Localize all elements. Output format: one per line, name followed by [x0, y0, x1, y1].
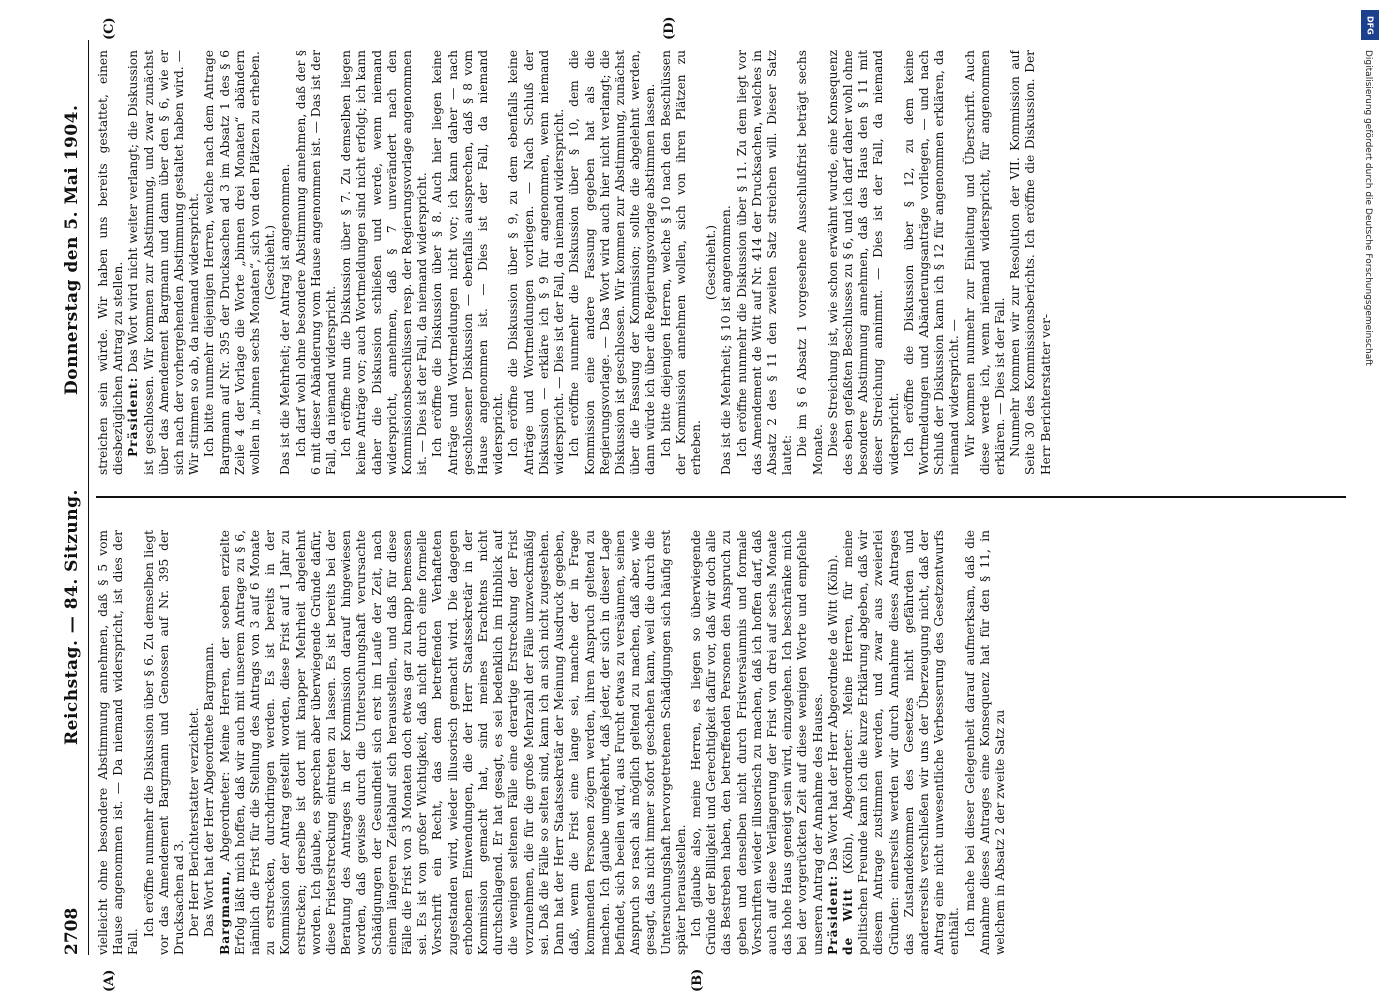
paragraph-text: Ich eröffne nunmehr die Diskussion über § 10, dem die Kommission eine andere Fassung gegeben hat als die Regierungsvorlage. — Das Wort wird auch hier nicht verlangt; die Diskussion ist geschlossen. Wir kommen zur Abstimmung, zunächst über die Fassung der Kommission; sollte die abgelehnt werden, dann würde ich über die Regierungsvorlage abstimmen lassen. — [567, 50, 658, 475]
paragraph — [278, 50, 293, 475]
paragraph — [430, 50, 506, 475]
page-title: Reichstag. — 84. Sitzung. — [62, 489, 82, 745]
paragraph — [96, 530, 142, 955]
paragraph — [1008, 50, 1054, 475]
page-number: 2708 — [62, 907, 82, 955]
page-header — [58, 40, 89, 955]
paragraph — [963, 50, 1009, 475]
paragraph-text: Ich eröffne nunmehr die Diskussion über § 11. Zu dem liegt vor das Amendement de Witt auf Nr. 414 der Drucksachen, welches in Absatz 2 des § 11 den zweiten Satz streichen will. Dieser Satz lautet: — [734, 50, 795, 475]
paragraph — [96, 50, 126, 475]
paragraph-text: (Geschieht.) — [263, 224, 278, 301]
paragraph-text: Das ist die Mehrheit; der Antrag ist angenommen. — [278, 163, 293, 475]
paragraph-text: Das Wort hat der Herr Abgeordnete Bargmann. — [202, 642, 217, 937]
paragraph — [126, 50, 202, 475]
page-sheet — [50, 0, 1380, 1000]
paragraph-text: Die im § 6 Absatz 1 vorgesehene Ausschlußfrist beträgt sechs Monate. — [795, 50, 825, 475]
rotated-page — [50, 0, 1360, 1000]
paragraph-text: vielleicht ohne besondere Abstimmung annehmen, daß § 5 vom Hause angenommen ist. — Da niemand widerspricht, ist dies der Fall. — [96, 530, 141, 955]
paragraph — [719, 50, 734, 475]
paragraph-text: Nunmehr kommen wir zur Resolution der VII. Kommission auf Seite 30 des Kommissionsberichts. Ich eröffne die Diskussion. Der Herr Berichterstatter ver- — [1008, 50, 1053, 475]
paragraph-text: Ich eröffne nun die Diskussion über § 7. Zu demselben liegen keine Anträge vor; auch Wortmeldungen sind nicht erfolgt; ich kann daher die Diskussion schließen und werde, wenn niemand widerspricht, annehmen, daß § 7 unverändert nach den Kommissionsbeschlüssen resp. der Regierungsvorlage angenommen ist. — Dies ist der Fall, da niemand widerspricht. — [339, 50, 430, 475]
paragraph — [735, 50, 796, 475]
session-date: Donnerstag den 5. Mai 1904. — [62, 104, 82, 395]
paragraph-text: Ich mache bei dieser Gelegenheit darauf aufmerksam, daß die Annahme dieses Antrages eine Konsequenz hat für den § 11, in welchem in Absatz 2 der zweite Satz zu — [962, 530, 1007, 955]
paragraph — [826, 50, 902, 475]
paragraph-text: Ich eröffne die Diskussion über § 12, zu dem keine Wortmeldungen und Abänderungsanträge vorliegen, — und nach Schluß der Diskussion kann ich § 12 für angenommen erklären, da niemand widerspricht. — — [901, 50, 962, 475]
right-text-column — [96, 50, 1346, 475]
paragraph — [294, 50, 340, 475]
paragraph — [704, 50, 719, 475]
paragraph-text: Ich bitte nunmehr diejenigen Herren, welche nach dem Antrage Bargmann auf Nr. 395 der Drucksachen ad 3 im Absatz 1 des § 6 Zeile 4 der Vorlage die Worte „binnen drei Monaten“ abändern wollen in „binnen sechs Monaten“, sich von den Plätzen zu erheben. — [202, 50, 263, 475]
digitization-sidebar — [1359, 10, 1381, 990]
paragraph — [202, 50, 263, 475]
paragraph — [795, 50, 825, 475]
paragraph — [187, 530, 202, 955]
paragraph-text: Ich eröffne die Diskussion über § 9, zu dem ebenfalls keine Anträge und Wortmeldungen vorliegen. — Nach Schluß der Diskussion — erkläre ich § 9 für angenommen, wenn niemand widerspricht. — Dies ist der Fall, da niemand widerspricht. — [506, 50, 567, 475]
left-text-column — [96, 530, 1346, 955]
dfg-logo: DFG — [1361, 10, 1379, 40]
paragraph-text: Das ist die Mehrheit; § 10 ist angenommen. — [719, 205, 734, 475]
paragraph — [263, 50, 278, 475]
paragraph-text: Diese Streichung ist, wie schon erwähnt wurde, eine Konsequenz des eben gefaßten Beschlusses zu § 6, und ich darf daher wohl ohne besondere Abstimmung annehmen, daß das Haus den § 11 mit dieser Streichung annimmt. — Dies ist der Fall, da niemand widerspricht. — [825, 50, 901, 475]
paragraph — [689, 530, 826, 955]
paragraph — [218, 530, 689, 955]
paragraph — [142, 530, 188, 955]
paragraph — [902, 50, 963, 475]
paragraph-text: Ich eröffne nunmehr die Diskussion über § 6. Zu demselben liegt vor das Amendement Bargmann und Genossen auf Nr. 395 der Drucksachen ad 3. — [141, 530, 187, 955]
speaker-name: de Witt — [840, 887, 855, 955]
margin-mark-d: (D) — [662, 16, 677, 40]
paragraph — [841, 530, 963, 955]
speaker-name: Präsident: — [825, 874, 840, 955]
margin-mark-c-right: (C) — [102, 17, 117, 40]
column-divider — [96, 497, 1346, 499]
paragraph-text: Ich bitte diejenigen Herren, welche § 10 nach den Beschlüssen der Kommission annehmen wollen, sich von ihren Plätzen zu erheben. — [658, 50, 703, 475]
paragraph — [826, 530, 841, 955]
paragraph — [339, 50, 430, 475]
paragraph-text: Wir kommen nunmehr zur Einleitung und Überschrift. Auch diese werde ich, wenn niemand widerspricht, für angenommen erklären. — Dies ist der Fall. — [962, 50, 1007, 475]
speaker-name: Präsident: — [126, 376, 141, 457]
paragraph-text: Ich darf wohl ohne besondere Abstimmung annehmen, daß der § 6 mit dieser Abänderung vom Hause angenommen ist. — Das ist der Fall, da niemand widerspricht. — [293, 50, 339, 475]
paragraph-text: Das Wort wird nicht weiter verlangt; die Diskussion ist geschlossen. Wir kommen zur Abstimmung, und zwar zunächst über das Amendement Bargmann und dann über den § 6, wie er sich nach der vorhergehenden Abstimmung gestaltet haben wird. — Wir stimmen so ab, da niemand widerspricht. — [126, 50, 202, 475]
paragraph-text: Das Wort hat der Herr Abgeordnete de Witt (Köln). — [825, 554, 840, 875]
paragraph — [659, 50, 705, 475]
paragraph-text: Ich eröffne die Diskussion über § 8. Auch hier liegen keine Anträge und Wortmeldungen nicht vor; ich kann daher — nach geschlossener Diskussion — ebenfalls aussprechen, daß § 8 vom Hause angenommen ist. — Dies ist der Fall, da niemand widerspricht. — [430, 50, 506, 475]
speaker-name: Bargmann, — [217, 870, 232, 955]
paragraph-text: (Köln), Abgeordneter: Meine Herren, für meine politischen Freunde kann ich die kurze Erklärung abgeben, daß wir diesem Antrage zustimmen werden, und zwar aus zweierlei Gründen: einerseits werden wir durch Annahme dieses Antrages das Zustandekommen des Gesetzes nicht gefährden und andererseits verschließen wir uns der Überzeugung nicht, daß der Antrag eine nicht unwesentliche Verbesserung des Gesetzentwurfs enthält. — [840, 530, 962, 955]
margin-mark-a: (A) — [102, 969, 117, 992]
paragraph — [567, 50, 658, 475]
paragraph — [963, 530, 1009, 955]
paragraph-text: Ich glaube also, meine Herren, es liegen so überwiegende Gründe der Billigkeit und Gerechtigkeit dafür vor, daß wir doch alle das Bestreben haben, den betreffenden Personen den Anspruch zu geben und denselben nicht durch Fristversäumnis und formale Vorschriften wieder illusorisch zu machen, daß ich hoffen darf, daß auch auf diese Verlängerung der Frist von drei auf sechs Monate das hohe Haus geneigt sein wird, einzugehen. Ich beschränke mich bei der vorgerückten Zeit auf diese wenigen Worte und empfehle unseren Antrag der Annahme des Hauses. — [688, 530, 825, 955]
digitization-note: Digitalisierung gefördert durch die Deutsche Forschungsgemeinschaft — [1363, 50, 1373, 366]
paragraph — [506, 50, 567, 475]
margin-mark-b: (B) — [690, 968, 705, 992]
paragraph-text: (Geschieht.) — [704, 224, 719, 301]
paragraph — [202, 530, 217, 955]
paragraph-text: Abgeordneter: Meine Herren, der soeben erzielte Erfolg läßt mich hoffen, daß wir auch mit unserem Antrage zu § 6, nämlich die Frist für die Stellung des Antrags von 3 auf 6 Monate zu erstrecken, durchdringen werden. Es ist bereits in der Kommission der Antrag gestellt worden, diese Frist auf 1 Jahr zu erstrecken; derselbe ist dort mit knapper Mehrheit abgelehnt worden. Ich glaube, es sprechen aber überwiegende Gründe dafür, diese Fristerstreckung eintreten zu lassen. Es ist bereits bei der Beratung des Antrages in der Kommission darauf hingewiesen worden, daß gewisse durch die Untersuchungshaft verursachte Schädigungen der Gesundheit sich erst im Laufe der Zeit, nach einem längeren Zeitablauf sich herausstellen, und daß für diese Fälle die Frist von 3 Monaten doch etwas gar zu knapp bemessen sei. Es ist von großer Wichtigkeit, daß nicht durch eine formelle Vorschrift ein Recht, das dem betreffenden Verhafteten zugestanden wird, wieder illusorisch gemacht wird. Die dagegen erhobenen Einwendungen, die der Herr Staatssekretär in der Kommission gemacht hat, sind meines Erachtens nicht durchschlagend. Er hat gesagt, es sei bedenklich im Hinblick auf die wenigen seltenen Fälle eine derartige Erstreckung der Frist vorzunehmen, die für die große Mehrzahl der Fälle unzweckmäßig sei. Daß die Fälle so selten sind, kann ich an sich nicht zugestehen. Dann hat der Herr Staatssekretär der Meinung Ausdruck gegeben, daß, wenn die Frist eine lange sei, manche der in Frage kommenden Personen zögern werden, ihren Anspruch geltend zu machen. Ich glaube umgekehrt, daß jeder, der sich in dieser Lage befindet, sich beeilen wird, aus Furcht etwas zu versäumen, seinen Anspruch so rasch als möglich geltend zu machen, daß aber, wie gesagt, das nicht immer sofort geschehen kann, weil die durch die Untersuchungshaft hervorgetretenen Schädigungen sich häufig erst später herausstellen. — [217, 530, 688, 955]
paragraph-text: streichen sein würde. Wir haben uns bereits gestattet, einen diesbezüglichen Antrag zu stellen. — [96, 50, 126, 475]
paragraph-text: Der Herr Berichterstatter verzichtet. — [187, 707, 202, 937]
